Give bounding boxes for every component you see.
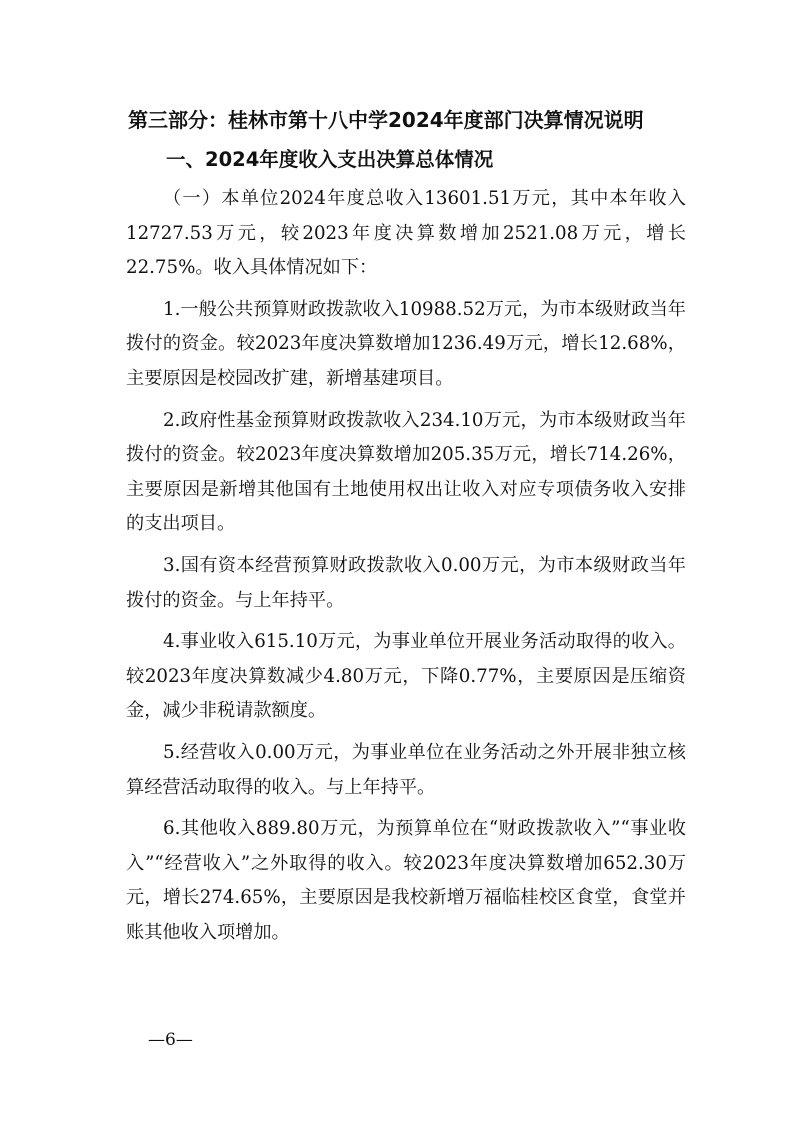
paragraph-other-income: 6.其他收入889.80万元，为预算单位在“财政拨款收入”“事业收入”“经营收入”之外取得的收入。较2023年度决算数增加652.30万元，增长274.65%，主要原因是我校新增万福临桂校区食堂，食堂并账其他收入项增加。 — [126, 818, 686, 943]
paragraph-business-income: 4.事业收入615.10万元，为事业单位开展业务活动取得的收入。较2023年度决算数减少4.80万元，下降0.77%，主要原因是压缩资金，减少非税请款额度。 — [126, 631, 686, 722]
document-body — [126, 182, 686, 957]
paragraph-total-income: （一）本单位2024年度总收入13601.51万元，其中本年收入12727.53万元，较2023年度决算数增加2521.08万元，增长22.75%。收入具体情况如下： — [126, 188, 686, 279]
paragraph-operating-income: 5.经营收入0.00万元，为事业单位在业务活动之外开展非独立核算经营活动取得的收入。与上年持平。 — [126, 741, 686, 798]
paragraph-government-fund-income: 2.政府性基金预算财政拨款收入234.10万元，为市本级财政当年拨付的资金。较2023年度决算数增加205.35万元，增长714.26%，主要原因是新增其他国有土地使用权出让收入对应专项债务收入安排的支出项目。 — [126, 409, 686, 535]
document-title: 第三部分：桂林市第十八中学2024年度部门决算情况说明 — [128, 108, 644, 132]
paragraph-general-budget-income: 1.一般公共预算财政拨款收入10988.52万元，为市本级财政当年拨付的资金。较2023年度决算数增加1236.49万元，增长12.68%，主要原因是校园改扩建，新增基建项目。 — [126, 298, 686, 389]
section-heading: 一、2024年度收入支出决算总体情况 — [166, 148, 494, 171]
paragraph-state-capital-income: 3.国有资本经营预算财政拨款收入0.00万元，为市本级财政当年拨付的资金。与上年持平。 — [126, 554, 686, 611]
page-number: —6— — [148, 1030, 193, 1050]
